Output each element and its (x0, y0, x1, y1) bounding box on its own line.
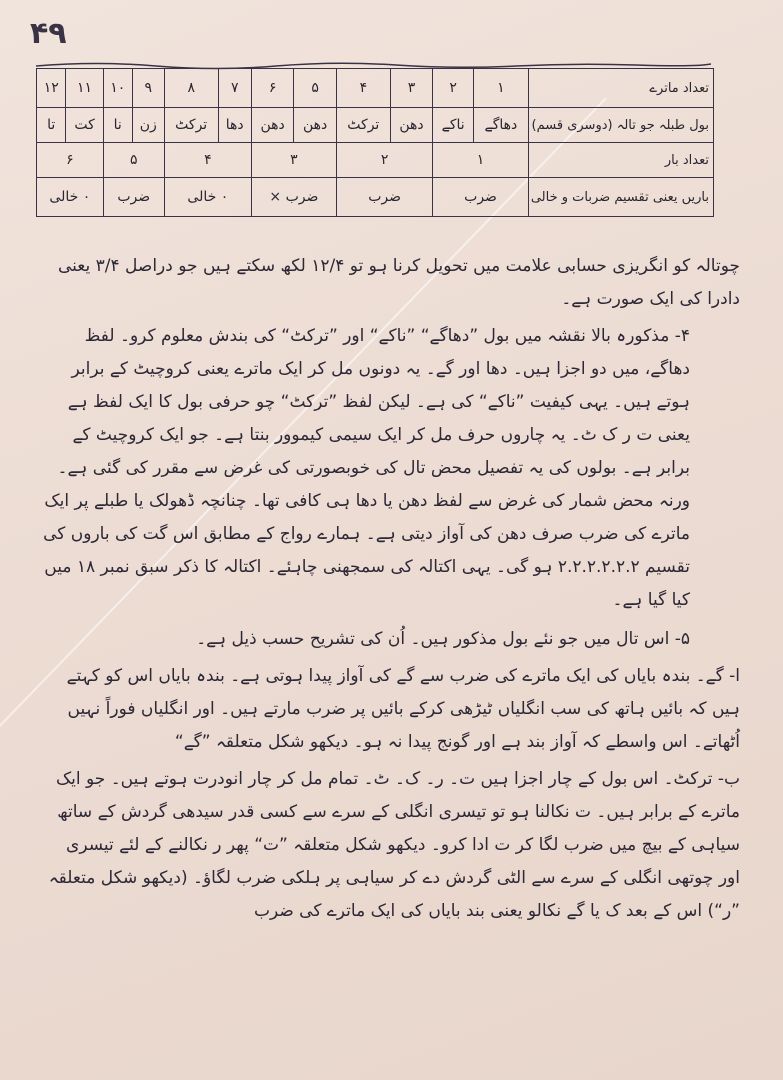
table-cell: ۱۲ (37, 69, 66, 108)
table-cell: ۴ (336, 69, 390, 108)
taal-table (36, 68, 714, 217)
table-cell: ۰ خالی (37, 178, 104, 217)
row-label: تعداد ماترے (528, 69, 713, 108)
table-cell: تا (37, 108, 66, 143)
table-cell: زن (132, 108, 164, 143)
table-cell: ۷ (218, 69, 251, 108)
table-cell: دھن (251, 108, 294, 143)
table-cell: ۱ (473, 69, 528, 108)
table-row (37, 108, 714, 143)
table-cell: ۹ (132, 69, 164, 108)
table-cell: نا (103, 108, 132, 143)
table-cell: ۶ (37, 143, 104, 178)
row-label: تعداد بار (528, 143, 713, 178)
table-cell: ناکے (433, 108, 474, 143)
body-text (40, 250, 740, 928)
table-cell: ۳ (251, 143, 336, 178)
paragraph-4: ۴- مذکورہ بالا نقشہ میں بول ”دھاگے“ ”ناکے“ اور ”ترکٹ“ کی بندش معلوم کرو۔ لفظ دھاگے، میں دو اجزا ہیں۔ دھا اور گے۔ یہ دونوں مل کر ایک ماترے یعنی کروچیٹ کے برابر ہوتے ہیں۔ یہی کیفیت ”ناکے“ کی ہے۔ لیکن لفظ ”ترکٹ“ چو حرفی بول کا ایک لفظ ہے یعنی ت ر ک ٹ۔ یہ چاروں حرف مل کر ایک سیمی کیموور بنتا ہے۔ جو ایک کروچیٹ کے برابر ہے۔ بولوں کی یہ تفصیل محض تال کی خوبصورتی کی غرض سے مقرر کی گئی ہے۔ ورنہ محض شمار کی غرض سے لفظ دھن یا دھا ہی کافی تھا۔ چنانچہ ڈھولک یا طبلے پر ایک ماترے کی ضرب صرف دھن کی آواز دیتی ہے۔ ہمارے رواج کے مطابق اس گت کی باروں کی تقسیم ۲.۲.۲.۲.۲.۲ ہو گی۔ یہی اکتالہ کی سمجھنی چاہئے۔ اکتالہ کا ذکر سبق نمبر ۱۸ میں کیا گیا ہے۔ (43, 326, 690, 610)
table-cell: دھاگے (473, 108, 528, 143)
row-label: بول طبلہ جو تالہ (دوسری قسم) (528, 108, 713, 143)
table-cell: دھن (390, 108, 433, 143)
page-number: ۴۹ (30, 16, 67, 51)
table-cell: ۴ (164, 143, 251, 178)
table-cell: کت (66, 108, 103, 143)
table-cell: ۸ (164, 69, 218, 108)
table-cell: ۵ (103, 143, 164, 178)
table-cell: ضرب (336, 178, 432, 217)
table-cell: ترکٹ (336, 108, 390, 143)
paragraph-5b-tirkit: ب- ترکٹ۔ اس بول کے چار اجزا ہیں ت۔ ر۔ ک۔ ٹ۔ تمام مل کر چار انودرت ہوتے ہیں۔ جو ایک ماترے کے برابر ہیں۔ ت نکالنا ہو تو تیسری انگلی کے سرے سے کسی قدر سیدھی گردش کے ساتھ سیاہی کے بیچ میں ضرب لگا کر ت ادا کرو۔ دیکھو شکل متعلقہ ”ت“ پھر ر نکالنے کے لئے تیسری اور چوتھی انگلی کے سرے سے الٹی گردش دے کر سیاہی پر ہلکی ضرب لگاؤ۔ (دیکھو شکل متعلقہ ”ر“) اس کے بعد ک یا گے نکالو یعنی بند بایاں کی ایک ماترے کی ضرب (48, 769, 740, 921)
table-cell: ۲ (433, 69, 474, 108)
table-cell: ضرب (433, 178, 529, 217)
paragraph-intro: چوتالہ کو انگریزی حسابی علامت میں تحویل کرنا ہو تو ۱۲/۴ لکھ سکتے ہیں جو دراصل ۳/۴ یعنی دادرا کی ایک صورت ہے۔ (57, 256, 740, 309)
table-cell: ۳ (390, 69, 433, 108)
table-cell: دھن (294, 108, 337, 143)
table-row (37, 143, 714, 178)
table-cell: ۱ (433, 143, 529, 178)
table-cell: ۱۰ (103, 69, 132, 108)
paragraph-5: ۵- اس تال میں جو نئے بول مذکور ہیں۔ اُن کی تشریح حسب ذیل ہے۔ (196, 629, 690, 649)
table-cell: دھا (218, 108, 251, 143)
table-cell: ضرب × (251, 178, 336, 217)
paragraph-5a-ge: ا- گے۔ بندہ بایاں کی ایک ماترے کی ضرب سے گے کی آواز پیدا ہوتی ہے۔ بندہ بایاں اس کو کہتے ہیں کہ بائیں ہاتھ کی سب انگلیاں ٹیڑھی کرکے بائیں پر ضرب مارتے ہیں۔ اور انگلیاں فوراً نہیں اُٹھاتے۔ اس واسطے کہ آواز بند ہے اور گونج پیدا نہ ہو۔ دیکھو شکل متعلقہ ”گے“ (66, 666, 740, 752)
table-cell: ۵ (294, 69, 337, 108)
table-cell: ۱۱ (66, 69, 103, 108)
table-cell: ۰ خالی (164, 178, 251, 217)
table-cell: ۶ (251, 69, 294, 108)
row-label: باریں یعنی تقسیم ضربات و خالی (528, 178, 713, 217)
table-cell: ۲ (336, 143, 432, 178)
table-row (37, 178, 714, 217)
table-cell: ترکٹ (164, 108, 218, 143)
table-cell: ضرب (103, 178, 164, 217)
table-row (37, 69, 714, 108)
